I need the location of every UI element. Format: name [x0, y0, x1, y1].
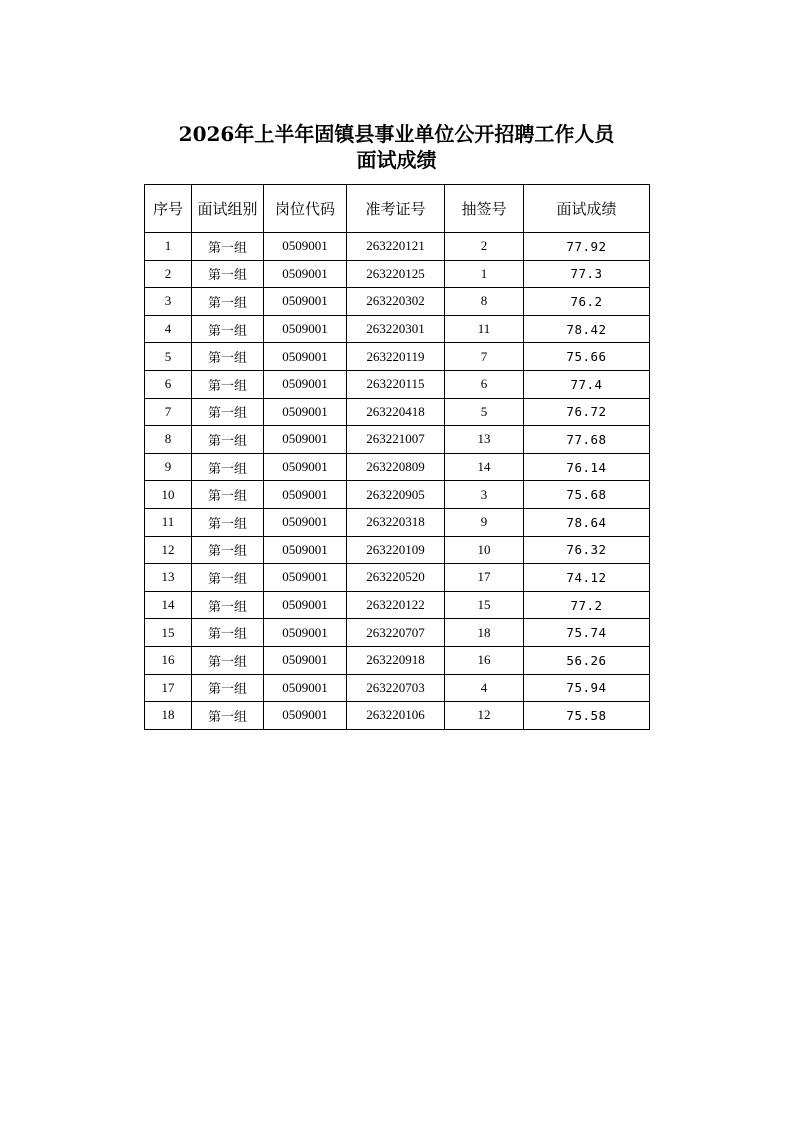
table-row	[145, 536, 650, 564]
cell-draw-number: 17	[445, 564, 524, 592]
cell-position-code: 0509001	[264, 536, 347, 564]
cell-position-code: 0509001	[264, 453, 347, 481]
cell-interview-score: 75.66	[524, 343, 650, 371]
table-row	[145, 508, 650, 536]
cell-admission-number: 263220707	[347, 619, 445, 647]
cell-position-code: 0509001	[264, 591, 347, 619]
table-row	[145, 674, 650, 702]
cell-interview-score: 78.42	[524, 315, 650, 343]
cell-index: 11	[145, 508, 192, 536]
cell-admission-number: 263220418	[347, 398, 445, 426]
cell-interview-group: 第一组	[192, 233, 264, 261]
cell-index: 3	[145, 288, 192, 316]
cell-interview-score: 74.12	[524, 564, 650, 592]
cell-position-code: 0509001	[264, 398, 347, 426]
cell-draw-number: 18	[445, 619, 524, 647]
cell-admission-number: 263220125	[347, 260, 445, 288]
cell-position-code: 0509001	[264, 315, 347, 343]
cell-admission-number: 263220119	[347, 343, 445, 371]
cell-index: 6	[145, 370, 192, 398]
cell-draw-number: 6	[445, 370, 524, 398]
cell-interview-score: 56.26	[524, 646, 650, 674]
cell-interview-group: 第一组	[192, 453, 264, 481]
cell-interview-group: 第一组	[192, 398, 264, 426]
cell-admission-number: 263220905	[347, 481, 445, 509]
cell-draw-number: 13	[445, 426, 524, 454]
cell-position-code: 0509001	[264, 260, 347, 288]
cell-interview-score: 75.94	[524, 674, 650, 702]
cell-index: 12	[145, 536, 192, 564]
cell-admission-number: 263220520	[347, 564, 445, 592]
table-row	[145, 481, 650, 509]
cell-interview-score: 75.58	[524, 702, 650, 730]
cell-index: 1	[145, 233, 192, 261]
cell-interview-group: 第一组	[192, 508, 264, 536]
cell-interview-score: 77.4	[524, 370, 650, 398]
page-title: 2026年上半年固镇县事业单位公开招聘工作人员	[178, 122, 615, 146]
cell-admission-number: 263220318	[347, 508, 445, 536]
cell-draw-number: 1	[445, 260, 524, 288]
cell-interview-group: 第一组	[192, 536, 264, 564]
cell-index: 8	[145, 426, 192, 454]
page-subtitle: 面试成绩	[356, 148, 437, 172]
cell-admission-number: 263220106	[347, 702, 445, 730]
cell-position-code: 0509001	[264, 619, 347, 647]
table-row	[145, 426, 650, 454]
cell-position-code: 0509001	[264, 343, 347, 371]
cell-index: 10	[145, 481, 192, 509]
table-row	[145, 619, 650, 647]
cell-admission-number: 263220301	[347, 315, 445, 343]
cell-position-code: 0509001	[264, 508, 347, 536]
header-interview-group: 面试组别	[192, 185, 264, 233]
cell-interview-score: 77.92	[524, 233, 650, 261]
table-row	[145, 343, 650, 371]
cell-admission-number: 263220122	[347, 591, 445, 619]
cell-admission-number: 263220703	[347, 674, 445, 702]
cell-interview-score: 75.74	[524, 619, 650, 647]
cell-draw-number: 16	[445, 646, 524, 674]
cell-interview-group: 第一组	[192, 343, 264, 371]
cell-index: 2	[145, 260, 192, 288]
table-row	[145, 288, 650, 316]
cell-index: 5	[145, 343, 192, 371]
table-row	[145, 564, 650, 592]
cell-index: 9	[145, 453, 192, 481]
cell-interview-score: 78.64	[524, 508, 650, 536]
cell-interview-group: 第一组	[192, 674, 264, 702]
cell-draw-number: 7	[445, 343, 524, 371]
table-row	[145, 370, 650, 398]
cell-position-code: 0509001	[264, 702, 347, 730]
cell-admission-number: 263220918	[347, 646, 445, 674]
cell-index: 17	[145, 674, 192, 702]
cell-draw-number: 10	[445, 536, 524, 564]
cell-interview-group: 第一组	[192, 591, 264, 619]
cell-interview-score: 77.3	[524, 260, 650, 288]
cell-position-code: 0509001	[264, 481, 347, 509]
cell-interview-group: 第一组	[192, 619, 264, 647]
cell-draw-number: 15	[445, 591, 524, 619]
cell-position-code: 0509001	[264, 370, 347, 398]
cell-draw-number: 9	[445, 508, 524, 536]
table-row	[145, 233, 650, 261]
cell-draw-number: 14	[445, 453, 524, 481]
cell-index: 16	[145, 646, 192, 674]
cell-interview-score: 75.68	[524, 481, 650, 509]
cell-draw-number: 11	[445, 315, 524, 343]
header-position-code: 岗位代码	[264, 185, 347, 233]
cell-position-code: 0509001	[264, 426, 347, 454]
cell-admission-number: 263220121	[347, 233, 445, 261]
cell-interview-group: 第一组	[192, 564, 264, 592]
cell-position-code: 0509001	[264, 288, 347, 316]
cell-interview-score: 76.2	[524, 288, 650, 316]
cell-interview-group: 第一组	[192, 288, 264, 316]
header-interview-score: 面试成绩	[524, 185, 650, 233]
table-row	[145, 260, 650, 288]
header-index: 序号	[145, 185, 192, 233]
cell-interview-score: 76.72	[524, 398, 650, 426]
cell-draw-number: 2	[445, 233, 524, 261]
cell-index: 4	[145, 315, 192, 343]
cell-interview-score: 77.2	[524, 591, 650, 619]
cell-draw-number: 3	[445, 481, 524, 509]
cell-admission-number: 263220302	[347, 288, 445, 316]
cell-position-code: 0509001	[264, 646, 347, 674]
cell-admission-number: 263221007	[347, 426, 445, 454]
cell-draw-number: 8	[445, 288, 524, 316]
table-row	[145, 398, 650, 426]
cell-index: 13	[145, 564, 192, 592]
cell-interview-score: 76.32	[524, 536, 650, 564]
cell-position-code: 0509001	[264, 233, 347, 261]
cell-interview-group: 第一组	[192, 702, 264, 730]
cell-position-code: 0509001	[264, 674, 347, 702]
cell-index: 15	[145, 619, 192, 647]
cell-interview-group: 第一组	[192, 481, 264, 509]
table-row	[145, 453, 650, 481]
header-draw-number: 抽签号	[445, 185, 524, 233]
interview-score-table	[144, 184, 650, 730]
cell-interview-group: 第一组	[192, 426, 264, 454]
cell-index: 18	[145, 702, 192, 730]
cell-interview-group: 第一组	[192, 315, 264, 343]
table-row	[145, 646, 650, 674]
cell-interview-group: 第一组	[192, 646, 264, 674]
cell-index: 14	[145, 591, 192, 619]
cell-admission-number: 263220809	[347, 453, 445, 481]
cell-draw-number: 4	[445, 674, 524, 702]
cell-index: 7	[145, 398, 192, 426]
header-admission-number: 准考证号	[347, 185, 445, 233]
cell-draw-number: 12	[445, 702, 524, 730]
cell-interview-group: 第一组	[192, 260, 264, 288]
cell-interview-score: 76.14	[524, 453, 650, 481]
cell-position-code: 0509001	[264, 564, 347, 592]
table-row	[145, 315, 650, 343]
table-row	[145, 702, 650, 730]
cell-interview-score: 77.68	[524, 426, 650, 454]
table-header-row	[145, 185, 650, 233]
cell-interview-group: 第一组	[192, 370, 264, 398]
cell-admission-number: 263220109	[347, 536, 445, 564]
table-row	[145, 591, 650, 619]
cell-admission-number: 263220115	[347, 370, 445, 398]
cell-draw-number: 5	[445, 398, 524, 426]
